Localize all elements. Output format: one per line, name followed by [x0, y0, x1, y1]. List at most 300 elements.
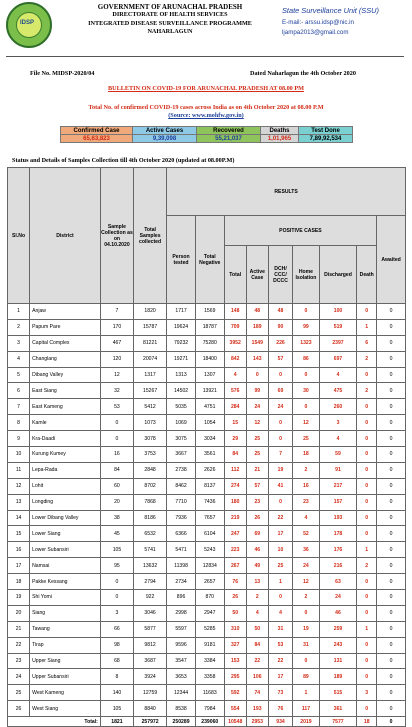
- table-cell: 14502: [167, 383, 196, 399]
- table-cell: 112: [224, 462, 246, 478]
- table-cell: 18400: [195, 351, 224, 367]
- recovered-value: 55,21,037: [197, 135, 261, 143]
- table-cell: 3753: [134, 447, 167, 463]
- table-cell: 0: [268, 415, 292, 431]
- col-active: Active Case: [246, 246, 268, 304]
- table-cell: 870: [195, 590, 224, 606]
- col-positive-cases: POSITIVE CASES: [224, 216, 377, 246]
- table-cell: 8462: [167, 478, 196, 494]
- header-divider: [6, 56, 404, 57]
- table-cell: 120: [100, 351, 133, 367]
- col-awaited: Awaited: [377, 216, 406, 304]
- district-name: East Siang: [30, 383, 101, 399]
- table-cell: 0: [100, 590, 133, 606]
- table-cell: 79232: [167, 335, 196, 351]
- table-cell: 193: [246, 701, 268, 717]
- table-cell: 8702: [134, 478, 167, 494]
- table-cell: 1549: [246, 335, 268, 351]
- table-cell: 117: [293, 701, 320, 717]
- table-cell: 84: [224, 447, 246, 463]
- table-cell: 26: [8, 701, 30, 717]
- col-sl: Sl.No: [8, 168, 30, 304]
- table-cell: 29: [224, 431, 246, 447]
- table-cell: 8: [100, 669, 133, 685]
- table-cell: 157: [319, 494, 357, 510]
- table-cell: 52: [293, 526, 320, 542]
- district-name: Namsai: [30, 558, 101, 574]
- table-cell: 19: [293, 621, 320, 637]
- table-cell: 189: [246, 319, 268, 335]
- table-cell: 193: [319, 510, 357, 526]
- government-title: GOVERNMENT OF ARUNACHAL PRADESH DIRECTORATE OF HEALTH SERVICES INTEGRATED DISEASE SURVEILLANCE PROGRAMME NAHARLAGUN: [88, 3, 252, 36]
- district-name: West Kameng: [30, 685, 101, 701]
- table-cell: 26: [224, 590, 246, 606]
- table-cell: 7657: [195, 510, 224, 526]
- table-cell: 1: [8, 304, 30, 320]
- table-cell: 25: [293, 431, 320, 447]
- table-cell: 259: [319, 621, 357, 637]
- table-cell: 1307: [195, 367, 224, 383]
- district-name: Longding: [30, 494, 101, 510]
- table-cell: 310: [224, 621, 246, 637]
- table-cell: 153: [224, 653, 246, 669]
- table-cell: 0: [357, 653, 377, 669]
- table-cell: 105: [100, 701, 133, 717]
- table-cell: 75280: [195, 335, 224, 351]
- table-cell: 267: [224, 558, 246, 574]
- table-row: [8, 669, 406, 685]
- district-name: Lower Siang: [30, 526, 101, 542]
- table-cell: 3075: [167, 431, 196, 447]
- table-cell: 0: [377, 637, 406, 653]
- table-cell: 24: [8, 669, 30, 685]
- table-row: [8, 558, 406, 574]
- india-summary-source: (Source: www.mohfw.gov.in): [168, 112, 244, 119]
- table-cell: 4: [268, 605, 292, 621]
- table-cell: 12: [293, 415, 320, 431]
- table-cell: 16: [293, 478, 320, 494]
- table-cell: 17: [268, 669, 292, 685]
- col-discharged: Discharged: [319, 246, 357, 304]
- table-cell: 13632: [134, 558, 167, 574]
- table-cell: 2848: [134, 462, 167, 478]
- date-line: Dated Naharlagun the 4th October 2020: [250, 70, 356, 77]
- table-cell: 5035: [167, 399, 196, 415]
- table-cell: 0: [377, 574, 406, 590]
- table-cell: 0: [377, 590, 406, 606]
- table-cell: 216: [319, 558, 357, 574]
- bulletin-title: BULLETIN ON COVID-19 FOR ARUNACHAL PRADESH AT 08.00 PM: [108, 85, 304, 92]
- table-cell: 295: [224, 669, 246, 685]
- table-cell: 0: [357, 494, 377, 510]
- table-cell: 46: [319, 605, 357, 621]
- table-cell: 57: [268, 351, 292, 367]
- table-cell: 12: [246, 415, 268, 431]
- india-summary-title: Total No. of confirmed COVID-19 cases across India as on 4th October 2020 at 08.00 P.M: [88, 104, 324, 111]
- table-cell: 31: [268, 621, 292, 637]
- table-row: [8, 383, 406, 399]
- table-cell: 15: [8, 526, 30, 542]
- table-cell: 217: [319, 478, 357, 494]
- table-cell: 3358: [195, 669, 224, 685]
- table-cell: 3687: [134, 653, 167, 669]
- table-cell: 4: [293, 510, 320, 526]
- table-cell: 4: [8, 351, 30, 367]
- table-cell: 0: [357, 701, 377, 717]
- table-cell: 0: [357, 478, 377, 494]
- table-cell: 1313: [167, 367, 196, 383]
- table-cell: 5412: [134, 399, 167, 415]
- table-cell: 25: [246, 431, 268, 447]
- table-cell: 1073: [134, 415, 167, 431]
- table-cell: 20: [100, 494, 133, 510]
- table-cell: 6532: [134, 526, 167, 542]
- district-name: Kra-Daadi: [30, 431, 101, 447]
- total-cell: 0: [377, 717, 406, 727]
- district-name: Dibang Valley: [30, 367, 101, 383]
- table-cell: 8840: [134, 701, 167, 717]
- table-row: [8, 399, 406, 415]
- table-cell: 180: [224, 494, 246, 510]
- table-cell: 91: [319, 462, 357, 478]
- table-row: [8, 590, 406, 606]
- table-cell: 170: [100, 319, 133, 335]
- table-cell: 20074: [134, 351, 167, 367]
- district-name: Kamle: [30, 415, 101, 431]
- table-cell: 3034: [195, 431, 224, 447]
- table-cell: 0: [357, 367, 377, 383]
- table-cell: 48: [246, 304, 268, 320]
- table-cell: 53: [268, 637, 292, 653]
- table-cell: 2: [293, 590, 320, 606]
- table-cell: 99: [293, 319, 320, 335]
- table-cell: 6366: [167, 526, 196, 542]
- table-cell: 4: [319, 431, 357, 447]
- table-cell: 11683: [195, 685, 224, 701]
- table-cell: 0: [268, 590, 292, 606]
- table-row: [8, 335, 406, 351]
- table-cell: 19624: [167, 319, 196, 335]
- table-cell: 0: [357, 510, 377, 526]
- table-cell: 0: [377, 669, 406, 685]
- table-cell: 14: [8, 510, 30, 526]
- table-cell: 274: [224, 478, 246, 494]
- table-cell: 7936: [167, 510, 196, 526]
- table-cell: 2626: [195, 462, 224, 478]
- table-cell: 3078: [134, 431, 167, 447]
- table-row: [8, 574, 406, 590]
- table-cell: 2947: [195, 605, 224, 621]
- table-cell: 140: [100, 685, 133, 701]
- table-cell: 16: [8, 542, 30, 558]
- table-cell: 3924: [134, 669, 167, 685]
- district-name: Lower Dibang Valley: [30, 510, 101, 526]
- table-cell: 1: [293, 685, 320, 701]
- table-cell: 26: [246, 510, 268, 526]
- table-cell: 1: [357, 319, 377, 335]
- table-row: [8, 478, 406, 494]
- col-dch: DCH/ CCC/ DCCC: [268, 246, 292, 304]
- table-cell: 19: [8, 590, 30, 606]
- table-cell: 1069: [167, 415, 196, 431]
- table-cell: 3: [8, 335, 30, 351]
- table-cell: 81221: [134, 335, 167, 351]
- table-cell: 22: [246, 653, 268, 669]
- table-cell: 16: [100, 447, 133, 463]
- table-cell: 8137: [195, 478, 224, 494]
- table-cell: 7710: [167, 494, 196, 510]
- table-cell: 0: [377, 558, 406, 574]
- table-cell: 57: [246, 478, 268, 494]
- col-district: District: [30, 168, 101, 304]
- table-row: [8, 415, 406, 431]
- table-cell: 98: [100, 637, 133, 653]
- table-row: [8, 304, 406, 320]
- total-cell: 2019: [293, 717, 320, 727]
- table-cell: 24: [319, 590, 357, 606]
- table-cell: 2: [293, 462, 320, 478]
- col-home: Home Isolation: [293, 246, 320, 304]
- table-cell: 3: [319, 415, 357, 431]
- table-cell: 0: [377, 319, 406, 335]
- table-cell: 19271: [167, 351, 196, 367]
- district-name: Lepa-Rada: [30, 462, 101, 478]
- table-cell: 7: [8, 399, 30, 415]
- table-cell: 2: [357, 558, 377, 574]
- district-table: [7, 167, 406, 727]
- table-cell: 0: [377, 431, 406, 447]
- table-cell: 8: [8, 415, 30, 431]
- table-cell: 554: [224, 701, 246, 717]
- table-cell: 7: [268, 447, 292, 463]
- col-death: Death: [357, 246, 377, 304]
- total-cell: 934: [268, 717, 292, 727]
- table-cell: 189: [319, 669, 357, 685]
- table-cell: 1317: [134, 367, 167, 383]
- table-cell: 3561: [195, 447, 224, 463]
- table-cell: 25: [268, 558, 292, 574]
- table-cell: 3: [100, 605, 133, 621]
- table-row: [8, 605, 406, 621]
- table-row: [8, 462, 406, 478]
- district-name: West Siang: [30, 701, 101, 717]
- district-name: Tirap: [30, 637, 101, 653]
- table-body: [8, 304, 406, 717]
- table-cell: 0: [357, 447, 377, 463]
- col-total-negative: Total Negative: [195, 216, 224, 304]
- table-cell: 131: [319, 653, 357, 669]
- table-cell: 30: [293, 383, 320, 399]
- total-label: Total:: [8, 717, 101, 727]
- table-cell: 84: [246, 637, 268, 653]
- table-cell: 0: [377, 304, 406, 320]
- table-cell: 50: [224, 605, 246, 621]
- table-cell: 7984: [195, 701, 224, 717]
- table-cell: 0: [357, 669, 377, 685]
- district-name: Pakke Kessang: [30, 574, 101, 590]
- table-cell: 5: [8, 367, 30, 383]
- table-cell: 260: [319, 399, 357, 415]
- col-results: RESULTS: [167, 168, 406, 216]
- table-cell: 0: [100, 431, 133, 447]
- table-cell: 247: [224, 526, 246, 542]
- table-row: [8, 542, 406, 558]
- table-cell: 15267: [134, 383, 167, 399]
- table-cell: 8538: [167, 701, 196, 717]
- table-cell: 69: [246, 526, 268, 542]
- table-cell: 2: [357, 383, 377, 399]
- table-cell: 22: [268, 653, 292, 669]
- tests-header: Test Done: [299, 127, 353, 135]
- table-cell: 21: [8, 621, 30, 637]
- total-cell: 1821: [100, 717, 133, 727]
- table-cell: 9181: [195, 637, 224, 653]
- table-cell: 69: [268, 383, 292, 399]
- table-cell: 0: [377, 542, 406, 558]
- table-cell: 0: [377, 462, 406, 478]
- table-cell: 21: [246, 462, 268, 478]
- table-cell: 4751: [195, 399, 224, 415]
- table-cell: 0: [377, 605, 406, 621]
- table-cell: 13: [246, 574, 268, 590]
- table-cell: 3952: [224, 335, 246, 351]
- table-cell: 1: [357, 621, 377, 637]
- table-cell: 243: [319, 637, 357, 653]
- india-summary-table: [60, 126, 353, 143]
- table-cell: 896: [167, 590, 196, 606]
- district-name: Changlang: [30, 351, 101, 367]
- table-cell: 1054: [195, 415, 224, 431]
- table-cell: 60: [100, 478, 133, 494]
- district-name: Tawang: [30, 621, 101, 637]
- total-cell: 250289: [167, 717, 196, 727]
- table-cell: 0: [377, 526, 406, 542]
- table-row: [8, 621, 406, 637]
- email-line-1: E-mail:- arssu.idsp@nic.in: [282, 19, 354, 26]
- table-cell: 0: [357, 462, 377, 478]
- table-cell: 9596: [167, 637, 196, 653]
- table-cell: 18787: [195, 319, 224, 335]
- table-cell: 0: [293, 653, 320, 669]
- email-line-2: ljampa2013@gmail.com: [282, 29, 349, 36]
- table-cell: 24: [268, 399, 292, 415]
- table-cell: 0: [377, 621, 406, 637]
- letterhead: [0, 0, 412, 66]
- file-number: File No. MIDSP-2020/04: [30, 70, 95, 77]
- table-cell: 12: [100, 367, 133, 383]
- confirmed-value: 65,63,823: [61, 135, 133, 143]
- table-cell: 0: [293, 399, 320, 415]
- district-name: Anjaw: [30, 304, 101, 320]
- district-name: Papum Pare: [30, 319, 101, 335]
- total-cell: 239060: [195, 717, 224, 727]
- table-cell: 6: [357, 335, 377, 351]
- table-cell: 63: [319, 574, 357, 590]
- table-cell: 842: [224, 351, 246, 367]
- table-cell: 3046: [134, 605, 167, 621]
- table-cell: 8186: [134, 510, 167, 526]
- table-cell: 38: [100, 510, 133, 526]
- table-cell: 0: [357, 304, 377, 320]
- col-person-tested: Person tested: [167, 216, 196, 304]
- table-cell: 25: [246, 447, 268, 463]
- table-cell: 226: [268, 335, 292, 351]
- table-cell: 1: [268, 574, 292, 590]
- table-cell: 515: [319, 685, 357, 701]
- table-cell: 5741: [134, 542, 167, 558]
- table-cell: 2657: [195, 574, 224, 590]
- table-row: [8, 367, 406, 383]
- table-cell: 18: [293, 447, 320, 463]
- table-cell: 0: [268, 494, 292, 510]
- table-cell: 22: [8, 637, 30, 653]
- district-name: Kurung Kumey: [30, 447, 101, 463]
- table-cell: 709: [224, 319, 246, 335]
- table-cell: 0: [377, 653, 406, 669]
- table-cell: 84: [100, 462, 133, 478]
- table-cell: 0: [357, 605, 377, 621]
- table-cell: 219: [224, 510, 246, 526]
- table-row: [8, 637, 406, 653]
- table-row: [8, 526, 406, 542]
- table-cell: 10: [268, 542, 292, 558]
- table-cell: 2738: [167, 462, 196, 478]
- table-cell: 22: [268, 510, 292, 526]
- table-cell: 23: [293, 494, 320, 510]
- table-cell: 0: [377, 351, 406, 367]
- active-header: Active Cases: [133, 127, 197, 135]
- table-cell: 86: [293, 351, 320, 367]
- table-cell: 53: [100, 399, 133, 415]
- table-cell: 4: [224, 367, 246, 383]
- table-cell: 9812: [134, 637, 167, 653]
- status-title: Status and Details of Samples Collection till 4th October 2020 (updated at 08.00P.M): [12, 157, 235, 164]
- idsp-logo: IDSP: [6, 2, 52, 48]
- col-total-samples: Total Samples collected: [134, 168, 167, 304]
- table-cell: 7: [100, 304, 133, 320]
- table-cell: 0: [377, 367, 406, 383]
- table-cell: 12759: [134, 685, 167, 701]
- table-cell: 3547: [167, 653, 196, 669]
- table-cell: 0: [377, 685, 406, 701]
- table-cell: 12344: [167, 685, 196, 701]
- total-cell: 7577: [319, 717, 357, 727]
- table-cell: 11398: [167, 558, 196, 574]
- table-cell: 18: [8, 574, 30, 590]
- district-name: Capital Complex: [30, 335, 101, 351]
- table-cell: 50: [246, 621, 268, 637]
- table-cell: 68: [100, 653, 133, 669]
- table-cell: 6104: [195, 526, 224, 542]
- table-cell: 0: [377, 335, 406, 351]
- table-cell: 20: [8, 605, 30, 621]
- table-cell: 36: [293, 542, 320, 558]
- district-name: Upper Subansiri: [30, 669, 101, 685]
- table-cell: 1717: [167, 304, 196, 320]
- table-cell: 24: [246, 399, 268, 415]
- table-cell: 284: [224, 399, 246, 415]
- table-cell: 2397: [319, 335, 357, 351]
- table-cell: 0: [377, 447, 406, 463]
- table-cell: 0: [357, 590, 377, 606]
- district-name: East Kameng: [30, 399, 101, 415]
- table-cell: 11: [8, 462, 30, 478]
- district-name: Lower Subansiri: [30, 542, 101, 558]
- table-cell: 6: [8, 383, 30, 399]
- table-row: [8, 685, 406, 701]
- table-cell: 3667: [167, 447, 196, 463]
- table-cell: 2: [357, 351, 377, 367]
